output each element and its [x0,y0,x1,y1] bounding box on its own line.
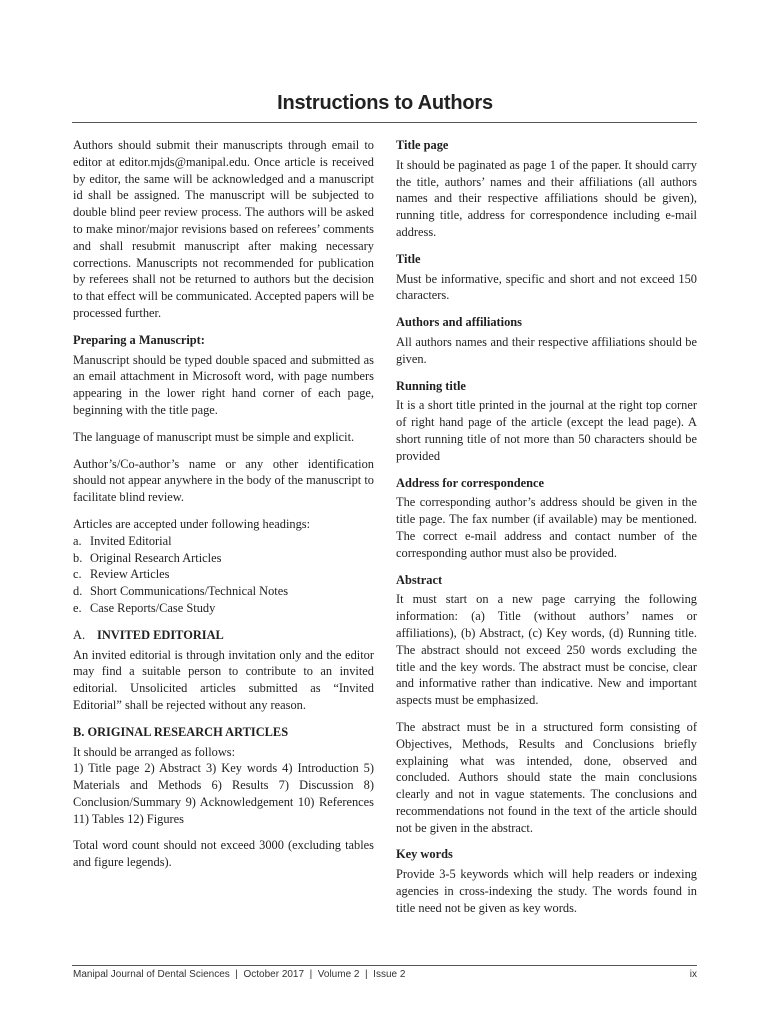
footer-rule [72,965,697,966]
page-footer [73,969,697,980]
section-title: INVITED EDITORIAL [97,627,224,642]
list-text: Review Articles [90,567,170,582]
journal-citation: Manipal Journal of Dental Sciences | October 2017 | Volume 2 | Issue 2 [73,969,406,980]
list-letter: b. [73,550,83,565]
invited-editorial-heading [73,627,374,644]
running-title-paragraph: It is a short title printed in the journal at the right top corner of right hand page of the article (except the lead page). A short running title of not more than 50 characters should be provided [396,398,697,463]
keywords-paragraph: Provide 3-5 keywords which will help readers or indexing agencies in cross-indexing the study. The words found in title need not be given as key words. [396,867,697,915]
intro-paragraph: Authors should submit their manuscripts through email to editor at editor.mjds@manipal.edu. Once article is received by editor, the same will be acknowledged and a manuscript id shall be assigned. The manuscript will be subjected to double blind peer review process. The authors will be asked to make minor/major revisions based on referees’ comments and shall resubmit manuscript after making necessary corrections. Manuscripts not recommended for publication by referees shall not be returned to authors but the decision to that effect will be communicated. Accepted papers will be processed further. [73,138,374,320]
address-heading: Address for correspondence [396,475,544,490]
list-text: Case Reports/Case Study [90,600,216,615]
preparing-paragraph-3: Author’s/Co-author’s name or any other identification should not appear anywhere in the body of the manuscript to facilitate blind review. [73,456,374,505]
invited-editorial-paragraph: An invited editorial is through invitation only and the editor may find a suitable person to contribute to an invited editorial. Unsolicited articles submitted as “Invited Editorial” shall be rejected without any reason. [73,647,374,712]
abstract-paragraph-2: The abstract must be in a structured form consisting of Objectives, Methods, Results and Conclusions briefly explaining what was intended, done, observed and concluded. Authors should state the main conclusions clearly and not in vague statements. The conclusions and recommendations not found in the text of the article should not be given in the abstract. [396,719,697,835]
headings-intro: Articles are accepted under following headings: [73,516,311,531]
original-research-heading: B. ORIGINAL RESEARCH ARTICLES [73,724,289,739]
list-letter: e. [73,600,82,615]
preparing-paragraph-1: Manuscript should be typed double spaced and submitted as an email attachment in Microsoft word, with page numbers appearing in the lower right hand corner of each page, beginning with the title page. [73,352,374,417]
list-text: Original Research Articles [90,550,222,565]
running-title-heading: Running title [396,378,466,393]
abstract-heading: Abstract [396,572,443,587]
original-research-paragraph-2: 1) Title page 2) Abstract 3) Key words 4) Introduction 5) Materials and Methods 6) Results 7) Discussion 8) Conclusion/Summary 9) Acknowledgement 10) References 11) Tables 12) Figures [73,761,374,826]
list-item [73,533,374,550]
list-item [73,566,374,583]
left-column [73,137,374,881]
list-item [73,550,374,567]
page-title: Instructions to Authors [277,92,493,114]
list-item [73,583,374,600]
list-text: Short Communications/Technical Notes [90,584,289,599]
title-heading: Title [396,251,421,266]
title-page-heading: Title page [396,138,449,152]
list-letter: c. [73,567,82,582]
original-research-paragraph-1: It should be arranged as follows: [73,744,236,759]
right-column [396,137,697,927]
page-number: ix [689,969,697,980]
list-item [73,600,374,617]
list-letter: d. [73,584,83,599]
address-paragraph: The corresponding author’s address should be given in the title page. The fax number (if available) may be mentioned. The correct e-mail address and contact number of the corresponding author must also be provided. [396,495,697,560]
preparing-heading: Preparing a Manuscript: [73,332,205,347]
list-text: Invited Editorial [90,533,172,548]
authors-affiliations-paragraph: All authors names and their respective affiliations should be given. [396,334,697,366]
keywords-heading: Key words [396,847,453,862]
list-letter: a. [73,533,82,548]
title-page-paragraph: It should be paginated as page 1 of the paper. It should carry the title, authors’ names and their affiliations (all authors names and their respective affiliations should be given), running title, address for correspondence including e-mail address. [396,157,697,239]
preparing-paragraph-2: The language of manuscript must be simple and explicit. [73,429,355,444]
article-headings-list [73,533,374,617]
original-research-paragraph-3: Total word count should not exceed 3000 (excluding tables and figure legends). [73,838,374,870]
section-letter: A. [73,627,86,642]
authors-affiliations-heading: Authors and affiliations [396,315,522,330]
abstract-paragraph-1: It must start on a new page carrying the following information: (a) Title (without authors’ names or affiliations), (b) Abstract, (c) Key words, (d) Running title. The abstract should not exceed 250 words excluding the title and the key words. The abstract must be concise, clear and informative rather than indicative. New and important aspects must be emphasized. [396,592,697,708]
title-paragraph: Must be informative, specific and short and not exceed 150 characters. [396,271,697,303]
header-rule [72,122,697,123]
